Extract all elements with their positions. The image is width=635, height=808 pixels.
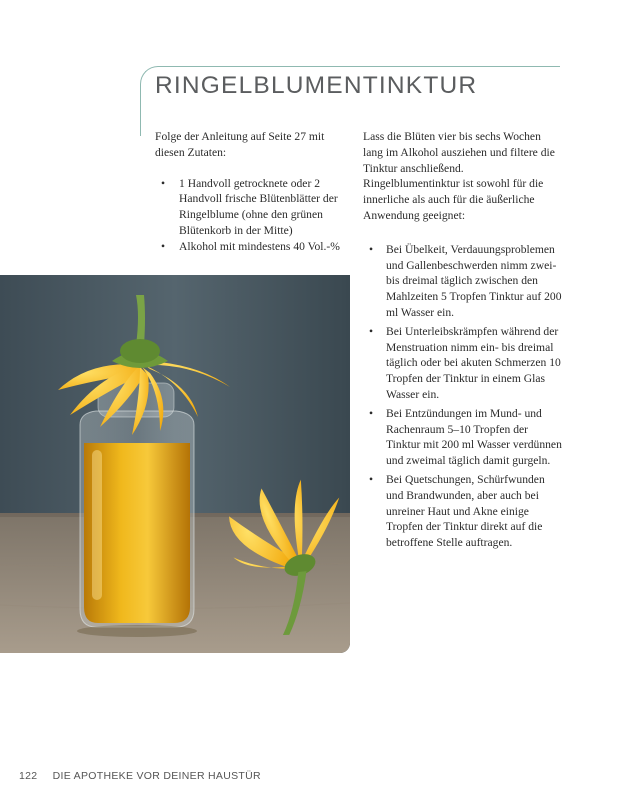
page-footer <box>19 770 261 782</box>
list-item: • Bei Entzündungen im Mund- und Rachenraum 5–10 Tropfen der Tinktur mit 200 ml Wasser verdünnen und zweimal täglich damit gurgeln. <box>363 406 563 469</box>
ingredients-list <box>155 176 355 255</box>
page-number: 122 <box>19 770 38 782</box>
list-item: • Bei Quetschungen, Schürfwunden und Brandwunden, aber auch bei unreiner Haut und Akne einige Tropfen der Tinktur direkt auf die betroffene Stelle auftragen. <box>363 472 563 551</box>
ingredients-column <box>155 129 355 255</box>
instructions-intro: Lass die Blüten vier bis sechs Wochen lang im Alkohol ausziehen und filtere die Tinktur anschließend. Ringelblumentinktur ist sowohl für die innerliche als auch für die äußerliche Anwendung geeignet: <box>363 130 555 222</box>
uses-list <box>363 242 563 551</box>
list-item: • Alkohol mit mindestens 40 Vol.-% <box>155 239 355 255</box>
calendula-tincture-photo <box>0 275 350 653</box>
list-item: • 1 Handvoll getrocknete oder 2 Handvoll frische Blütenblätter der Ringelblume (ohne den grünen Blütenkorb in der Mitte) <box>155 176 355 239</box>
instructions-column <box>363 129 563 554</box>
list-item: • Bei Unterleibskrämpfen während der Menstruation nimm ein- bis dreimal täglich oder bei akuten Schmerzen 10 Tropfen der Tinktur in einem Glas Wasser ein. <box>363 324 563 403</box>
list-item: • Bei Übelkeit, Verdauungsproblemen und Gallenbeschwerden nimm zwei- bis dreimal täglich zwischen den Mahlzeiten 5 Tropfen Tinktur auf 200 ml Wasser ein. <box>363 242 563 321</box>
ingredients-intro: Folge der Anleitung auf Seite 27 mit diesen Zutaten: <box>155 130 325 159</box>
page-title: RINGELBLUMENTINKTUR <box>155 72 478 99</box>
book-title: DIE APOTHEKE VOR DEINER HAUSTÜR <box>52 770 261 782</box>
